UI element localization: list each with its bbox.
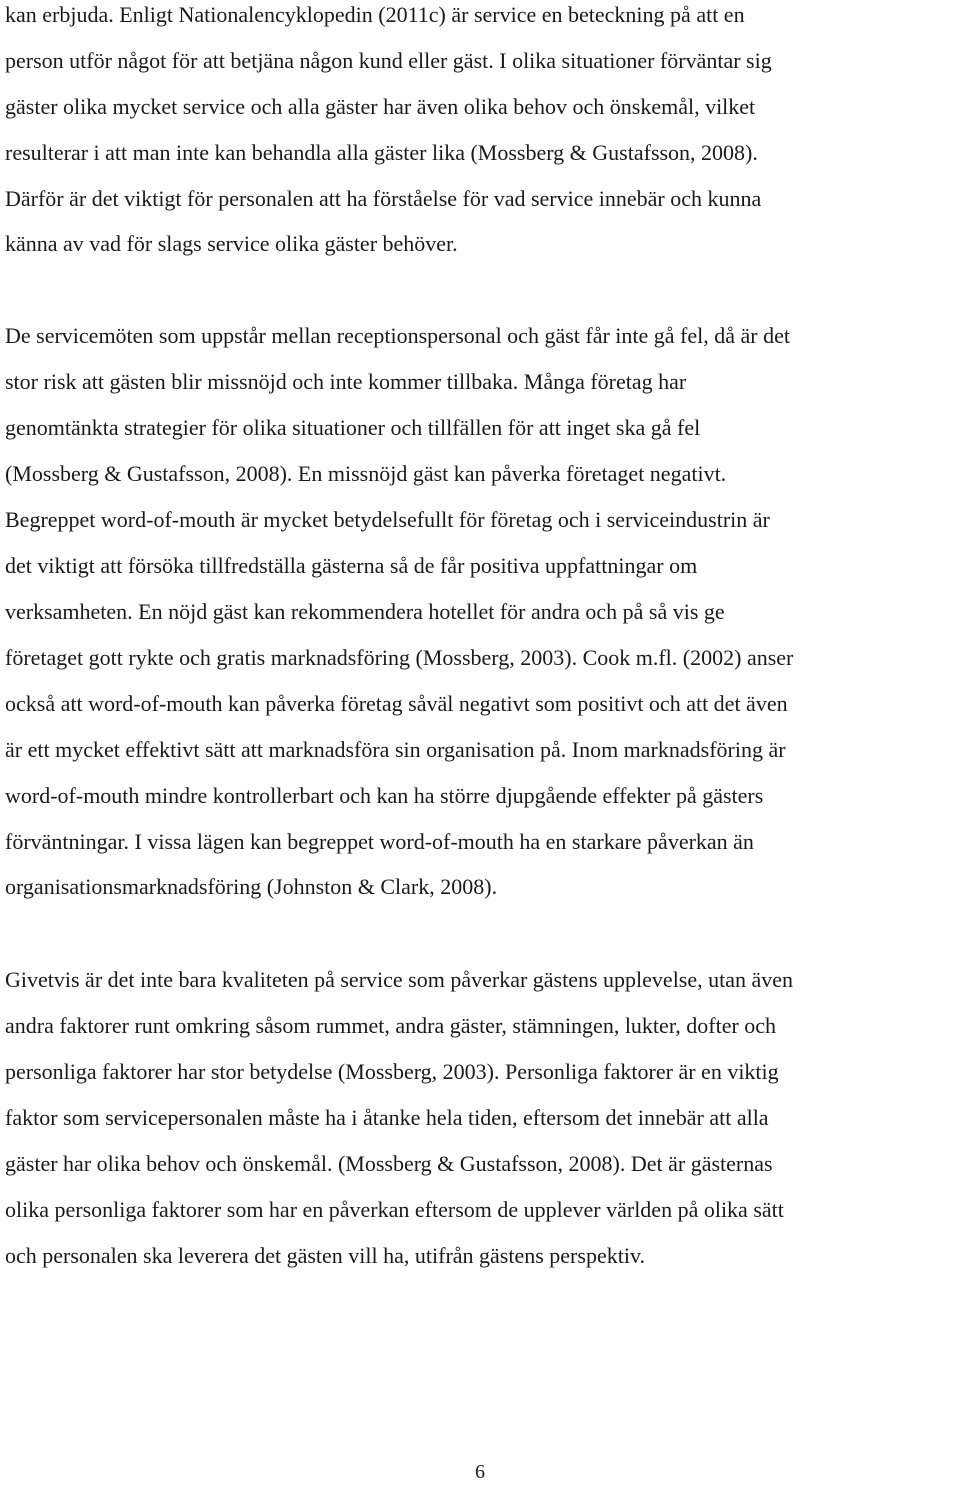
- text-line: Begreppet word-of-mouth är mycket betydelsefullt för företag och i serviceindustrin är: [5, 507, 770, 532]
- text-line: är ett mycket effektivt sätt att marknadsföra sin organisation på. Inom marknadsföring är: [5, 737, 786, 762]
- text-line: organisationsmarknadsföring (Johnston & Clark, 2008).: [5, 874, 498, 899]
- text-line: personliga faktorer har stor betydelse (Mossberg, 2003). Personliga faktorer är en viktig: [5, 1059, 779, 1084]
- text-line: gäster har olika behov och önskemål. (Mossberg & Gustafsson, 2008). Det är gästernas: [5, 1151, 773, 1176]
- text-line: gäster olika mycket service och alla gäster har även olika behov och önskemål, vilket: [5, 94, 756, 119]
- text-line: Givetvis är det inte bara kvaliteten på service som påverkar gästens upplevelse, utan även: [5, 967, 794, 992]
- text-line: verksamheten. En nöjd gäst kan rekommendera hotellet för andra och på så vis ge: [5, 599, 725, 624]
- text-line: faktor som servicepersonalen måste ha i åtanke hela tiden, eftersom det innebär att alla: [5, 1105, 769, 1130]
- text-line: resulterar i att man inte kan behandla alla gäster lika (Mossberg & Gustafsson, 2008).: [5, 140, 758, 165]
- text-line: Därför är det viktigt för personalen att ha förståelse för vad service innebär och kunna: [5, 186, 762, 211]
- text-line: och personalen ska leverera det gästen vill ha, utifrån gästens perspektiv.: [5, 1243, 646, 1268]
- text-line: word-of-mouth mindre kontrollerbart och kan ha större djupgående effekter på gästers: [5, 783, 764, 808]
- text-line: stor risk att gästen blir missnöjd och inte kommer tillbaka. Många företag har: [5, 369, 687, 394]
- text-line: person utför något för att betjäna någon kund eller gäst. I olika situationer förväntar sig: [5, 48, 772, 73]
- text-line: förväntningar. I vissa lägen kan begreppet word-of-mouth ha en starkare påverkan än: [5, 829, 754, 854]
- text-line: olika personliga faktorer som har en påverkan eftersom de upplever världen på olika sätt: [5, 1197, 784, 1222]
- text-line: andra faktorer runt omkring såsom rummet, andra gäster, stämningen, lukter, dofter och: [5, 1013, 777, 1038]
- text-line: det viktigt att försöka tillfredställa gästerna så de får positiva uppfattningar om: [5, 553, 698, 578]
- text-line: företaget gott rykte och gratis marknadsföring (Mossberg, 2003). Cook m.fl. (2002) anser: [5, 645, 794, 670]
- text-line: kan erbjuda. Enligt Nationalencyklopedin (2011c) är service en beteckning på att en: [5, 2, 745, 27]
- page-number: 6: [475, 1461, 485, 1483]
- text-line: känna av vad för slags service olika gäster behöver.: [5, 231, 458, 256]
- text-line: (Mossberg & Gustafsson, 2008). En missnöjd gäst kan påverka företaget negativt.: [5, 461, 727, 486]
- text-line: också att word-of-mouth kan påverka företag såväl negativt som positivt och att det även: [5, 691, 788, 716]
- text-line: genomtänkta strategier för olika situationer och tillfällen för att inget ska gå fel: [5, 415, 701, 440]
- text-line: De servicemöten som uppstår mellan receptionspersonal och gäst får inte gå fel, då är det: [5, 323, 790, 348]
